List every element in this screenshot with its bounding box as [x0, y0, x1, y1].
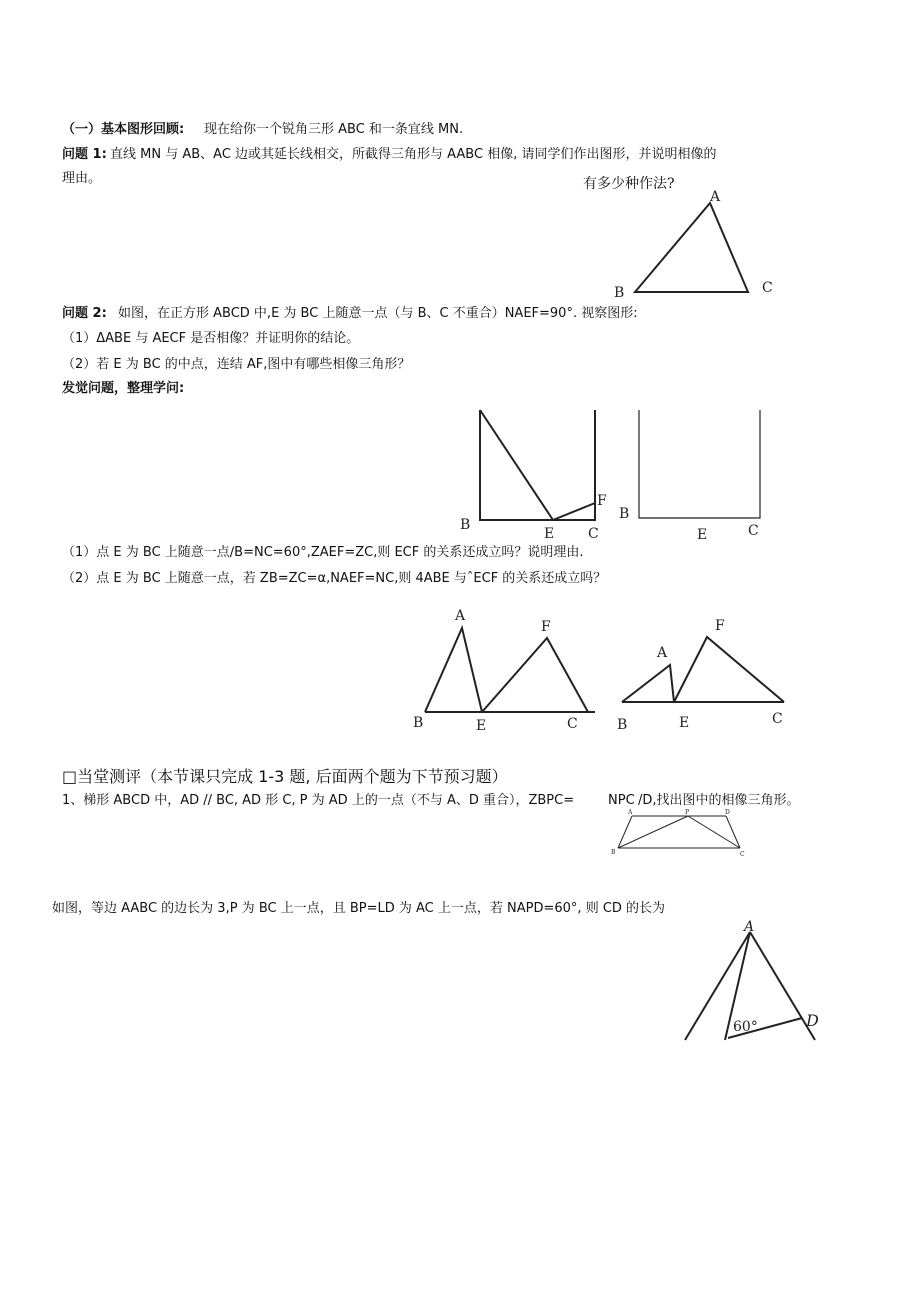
- triangle-efc: [482, 638, 588, 712]
- label-angle: 60°: [733, 1019, 758, 1035]
- triangle-abe: [425, 628, 482, 712]
- segment-pc: [688, 816, 740, 848]
- label-f: F: [597, 493, 607, 509]
- section1-heading: （一）基本图形回顾:: [62, 122, 185, 137]
- label-a: A: [628, 809, 633, 816]
- label-b: B: [460, 517, 471, 533]
- segment-ae: [480, 410, 553, 520]
- triangle-efc: [674, 637, 784, 702]
- section1-intro: 现在给你一个锐角三形 ABC 和一条宜线 MN.: [204, 122, 464, 137]
- triangle-abc: [635, 203, 748, 292]
- label-c: C: [772, 711, 783, 727]
- label-b: B: [413, 715, 424, 731]
- label-e: E: [679, 715, 690, 731]
- figure-square-left: [455, 405, 615, 545]
- q2-label: 问题 2:: [62, 306, 107, 321]
- problem1-text: 1、梯形 ABCD 中，AD // BC, AD 形 C, P 为 AD 上的一点（不与 A、D 重合），ZBPC=: [62, 793, 575, 808]
- label-f: F: [541, 619, 551, 635]
- label-b: B: [617, 717, 628, 733]
- label-a: A: [657, 645, 668, 661]
- problem1-tail: /D,找出图中的相像三角形。: [638, 793, 800, 808]
- q2-item1: （1）ΔABE 与 AECF 是否相像？并证明你的结论。: [62, 331, 360, 346]
- segment-pb: [618, 816, 688, 848]
- label-c: C: [567, 716, 578, 732]
- label-f: F: [715, 618, 725, 634]
- label-e: E: [544, 526, 555, 542]
- fig1-caption: 有多少种作法?: [583, 176, 675, 192]
- problem2-text: 如图，等边 AABC 的边长为 3,P 为 BC 上一点，且 BP=LD 为 AC 上一点，若 NAPD=60°, 则 CD 的长为: [52, 901, 666, 916]
- discover-heading: 发觉问题，整理学问:: [62, 381, 185, 396]
- q1-text-cont: 理由。: [62, 171, 102, 186]
- ext-item2: （2）点 E 为 BC 上随意一点，若 ZB=ZC=α,NAEF=NC,则 4ABE 与ˆECF 的关系还成立吗？: [62, 571, 607, 586]
- label-d: D: [725, 809, 730, 816]
- segment-ab: [618, 816, 632, 848]
- ext-item1: （1）点 E 为 BC 上随意一点∕B=NC=60°,ZAEF=ZC,则 ECF 的关系还成立吗？说明理由.: [62, 545, 584, 560]
- figure-equilateral: [680, 915, 830, 1045]
- label-e: E: [697, 527, 708, 543]
- label-c: C: [588, 526, 599, 542]
- segment-ef: [553, 503, 595, 520]
- label-b: B: [614, 285, 625, 300]
- triangle-abe: [622, 665, 674, 702]
- label-c: C: [762, 280, 773, 296]
- section3-heading: □当堂测评（本节课只完成 1-3 题, 后面两个题为下节预习题）: [62, 767, 508, 786]
- square-outline: [480, 410, 595, 520]
- label-a: A: [710, 189, 721, 205]
- figure-two-triangles-right: [612, 615, 792, 735]
- square-outline: [639, 410, 760, 518]
- q1-text: 直线 MN 与 AB、AC 边或其延长线相交，所截得三角形与 AABC 相像, 请同学们作出图形，并说明相像的: [110, 147, 717, 162]
- q2-text: 如图，在正方形 ABCD 中,E 为 BC 上随意一点（与 B、C 不重合）NAEF=90°. 视察图形:: [118, 306, 638, 321]
- label-p: P: [685, 809, 690, 816]
- q2-item2: （2）若 E 为 BC 的中点，连结 AF,图中有哪些相像三角形？: [62, 357, 411, 372]
- figure-square-right: [612, 405, 772, 545]
- figure-trapezoid: [608, 808, 753, 858]
- label-b: B: [619, 506, 630, 522]
- q1-label: 问题 1:: [62, 147, 107, 162]
- figure-triangle-abc: [600, 185, 790, 300]
- label-c: C: [748, 523, 759, 539]
- label-c: C: [740, 851, 745, 858]
- label-e: E: [476, 718, 487, 734]
- label-d: D: [806, 1011, 819, 1030]
- label-a: A: [744, 919, 755, 935]
- label-a: A: [455, 608, 466, 624]
- problem1-overlap: NPC: [608, 793, 635, 808]
- label-b: B: [611, 849, 616, 856]
- figure-two-triangles-left: [405, 600, 600, 735]
